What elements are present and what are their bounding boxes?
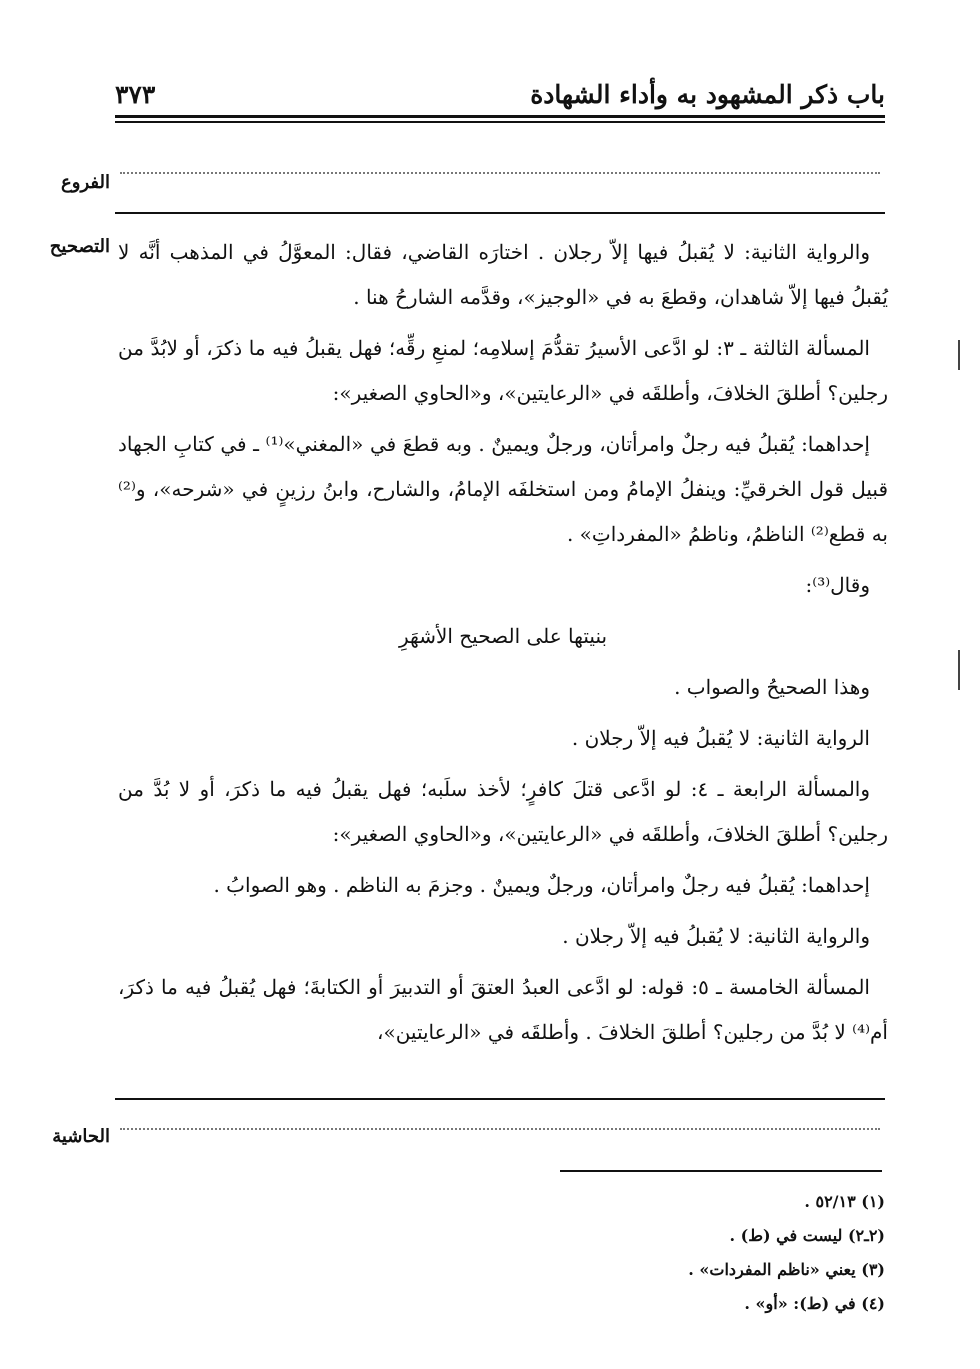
footnotes [125,1185,885,1321]
paragraph: إحداهما: يُقبلُ فيه رجلٌ وامرأتان، ورجلٌ ويمينٌ . وجزمَ به الناظم . وهو الصوابُ . [213,873,870,897]
furu-section-rule [115,212,885,214]
footnote-4: (٤) في (ط): «أو» . [744,1294,885,1313]
paragraph: إحداهما: يُقبلُ فيه رجلٌ وامرأتان، ورجلٌ ويمينٌ . وبه قطعَ في «المغني»⁽¹⁾ ـ في كتابِ الجهاد قبيل قول الخرقيِّ: وينفلُ الإمامُ ومن استخلفَه الإمامُ، والشارح، وابنُ رزينٍ في «شرحه»، و⁽²⁾به قطع⁽²⁾ الناظمُ، وناظمُ «المفرداتِ» . [118,432,889,546]
tashih-body [118,230,888,1061]
paragraph-masala-4: والمسألة الرابعة ـ ٤: لو ادَّعى قتلَ كافرٍ؛ لأخذ سلَبه؛ فهل يقبلُ فيه ما ذكرَ، أو لا بُدَّ من رجلين؟ أطلقَ الخلافَ، وأطلقَه في «الرعايتين»، و«الحاوي الصغير»: [118,777,888,846]
tashih-section-rule [115,1098,885,1100]
header-rule-thin [115,121,885,123]
page-number: ٣٧٣ [115,80,156,109]
footnote-2: (٢ـ٢) ليست في (ط) . [729,1226,885,1245]
paragraph: وهذا الصحيحُ والصواب . [674,675,870,699]
footnote-separator [560,1170,882,1172]
margin-label-hashiya: الحاشية [52,1126,110,1147]
paragraph: الرواية الثانية: لا يُقبلُ فيه إلاّ رجلان . [571,726,870,750]
footnote-1: (١) ٥٢/١٣ . [804,1192,885,1211]
header-rule [115,115,885,118]
scan-edge-mark [958,650,960,690]
verse-line: بنيتها على الصحيح الأشهَرِ [398,624,608,648]
paragraph-masala-3: المسألة الثالثة ـ ٣: لو ادَّعى الأسيرُ تقدُّمَ إسلامِه؛ لمنعِ رقِّه؛ فهل يقبلُ فيه ما ذكرَ، أو لابُدَّ من رجلين؟ أطلقَ الخلافَ، وأطلقَه في «الرعايتين»، و«الحاوي الصغير»: [118,336,888,405]
paragraph: والرواية الثانية: لا يُقبلُ فيها إلاّ رجلان . اختارَه القاضي، فقال: المعوَّلُ في المذهب أنَّه لا يُقبلُ فيها إلاّ شاهدان، وقطعَ به في «الوجيز»، وقدَّمه الشارحُ هنا . [118,240,888,309]
footnote-3: (٣) يعني «ناظم المفردات» . [688,1260,885,1279]
furu-dotted-line [120,172,880,174]
margin-label-furu: الفروع [61,172,110,193]
running-header-title: باب ذكر المشهود به وأداء الشهادة [530,80,885,109]
paragraph: والرواية الثانية: لا يُقبلُ فيه إلاّ رجلان . [562,924,870,948]
hashiya-dotted-line [120,1128,880,1130]
margin-label-tashih: التصحيح [49,236,110,257]
paragraph-qala: وقال⁽³⁾: [805,573,870,597]
scan-edge-mark [958,340,960,370]
paragraph-masala-5: المسألة الخامسة ـ ٥: قوله: لو ادَّعى العبدُ العتقَ أو التدبيرَ أو الكتابةَ؛ فهل يُقبلُ فيه ما ذكرَ، أم⁽⁴⁾ لا بُدَّ من رجلين؟ أطلقَ الخلافَ . وأطلقَه في «الرعايتين»، [118,975,888,1044]
